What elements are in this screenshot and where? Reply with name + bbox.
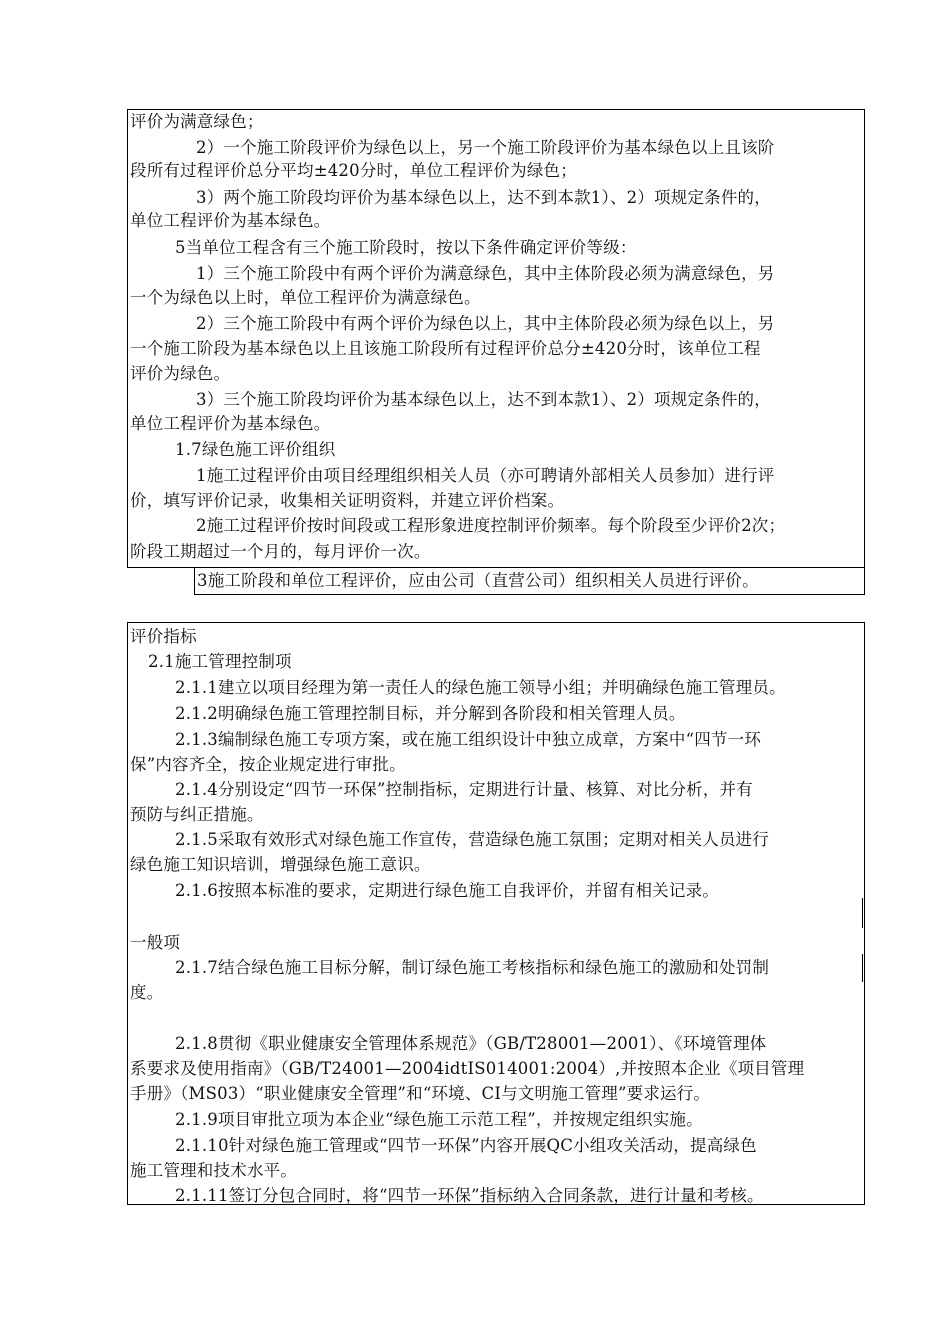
text-line: 一个为绿色以上时，单位工程评价为满意绿色。 [130,288,481,307]
text-line: 一个施工阶段为基本绿色以上且该施工阶段所有过程评价总分±420分时，该单位工程 [130,339,761,358]
section-heading: 2.1施工管理控制项 [148,652,292,671]
text-line: 2）一个施工阶段评价为绿色以上，另一个施工阶段评价为基本绿色以上且该阶 [196,138,775,157]
text-line: 保”内容齐全，按企业规定进行审批。 [130,755,406,774]
text-line: 2.1.9项目审批立项为本企业“绿色施工示范工程”，并按规定组织实施。 [175,1110,703,1129]
section-heading: 1.7绿色施工评价组织 [175,440,336,459]
text-line: 2.1.5采取有效形式对绿色施工作宣传，营造绿色施工氛围；定期对相关人员进行 [175,830,770,849]
text-line: 度。 [130,983,164,1002]
text-line: 2.1.4分别设定“四节一环保”控制指标，定期进行计量、核算、对比分析，并有 [175,780,753,799]
text-line: 预防与纠正措施。 [130,805,264,824]
edge-mark [862,954,863,982]
text-line: 2.1.7结合绿色施工目标分解，制订绿色施工考核指标和绿色施工的激励和处罚制 [175,958,770,977]
section-heading: 一般项 [130,933,181,952]
text-line: 2.1.2明确绿色施工管理控制目标，并分解到各阶段和相关管理人员。 [175,704,686,723]
edge-mark [862,898,863,928]
text-line: 系要求及使用指南》（GB/T24001—2004idtIS014001:2004）,并按照本企业《项目管理 [130,1059,805,1078]
text-line: 2施工过程评价按时间段或工程形象进度控制评价频率。每个阶段至少评价2次； [196,516,786,535]
text-line: 施工管理和技术水平。 [130,1161,297,1180]
text-line: 2.1.1建立以项目经理为第一责任人的绿色施工领导小组；并明确绿色施工管理员。 [175,678,786,697]
text-line: 2）三个施工阶段中有两个评价为绿色以上，其中主体阶段必须为绿色以上，另 [196,314,775,333]
text-line: 3施工阶段和单位工程评价，应由公司（直营公司）组织相关人员进行评价。 [197,571,759,590]
text-line: 1施工过程评价由项目经理组织相关人员（亦可聘请外部相关人员参加）进行评 [196,466,775,485]
text-line: 2.1.3编制绿色施工专项方案，或在施工组织设计中独立成章，方案中“四节一环 [175,730,762,749]
text-line: 评价为绿色。 [130,364,231,383]
text-line: 3）三个施工阶段均评价为基本绿色以上，达不到本款1）、2）项规定条件的， [196,390,771,409]
text-line: 3）两个施工阶段均评价为基本绿色以上，达不到本款1）、2）项规定条件的， [196,188,771,207]
text-line: 2.1.8贯彻《职业健康安全管理体系规范》（GB/T28001—2001）、《环境管理体 [175,1034,767,1053]
text-line: 价，填写评价记录，收集相关证明资料，并建立评价档案。 [130,491,565,510]
text-line: 1）三个施工阶段中有两个评价为满意绿色，其中主体阶段必须为满意绿色，另 [196,264,775,283]
text-line: 2.1.6按照本标准的要求，定期进行绿色施工自我评价，并留有相关记录。 [175,881,719,900]
text-line: 5当单位工程含有三个施工阶段时，按以下条件确定评价等级： [175,238,637,257]
box-title: 评价指标 [130,627,197,646]
text-line: 绿色施工知识培训，增强绿色施工意识。 [130,855,431,874]
text-line: 段所有过程评价总分平均±420分时，单位工程评价为绿色； [130,161,577,180]
text-line: 手册》（MS03）“职业健康安全管理”和“环境、CI与文明施工管理”要求运行。 [130,1084,711,1103]
text-line: 评价为满意绿色； [130,112,264,131]
text-line: 阶段工期超过一个月的，每月评价一次。 [130,542,431,561]
text-line: 2.1.11签订分包合同时，将“四节一环保”指标纳入合同条款，进行计量和考核。 [175,1186,764,1205]
text-line: 单位工程评价为基本绿色。 [130,414,331,433]
text-line: 单位工程评价为基本绿色。 [130,211,331,230]
text-line: 2.1.10针对绿色施工管理或“四节一环保”内容开展QC小组攻关活动，提高绿色 [175,1136,757,1155]
